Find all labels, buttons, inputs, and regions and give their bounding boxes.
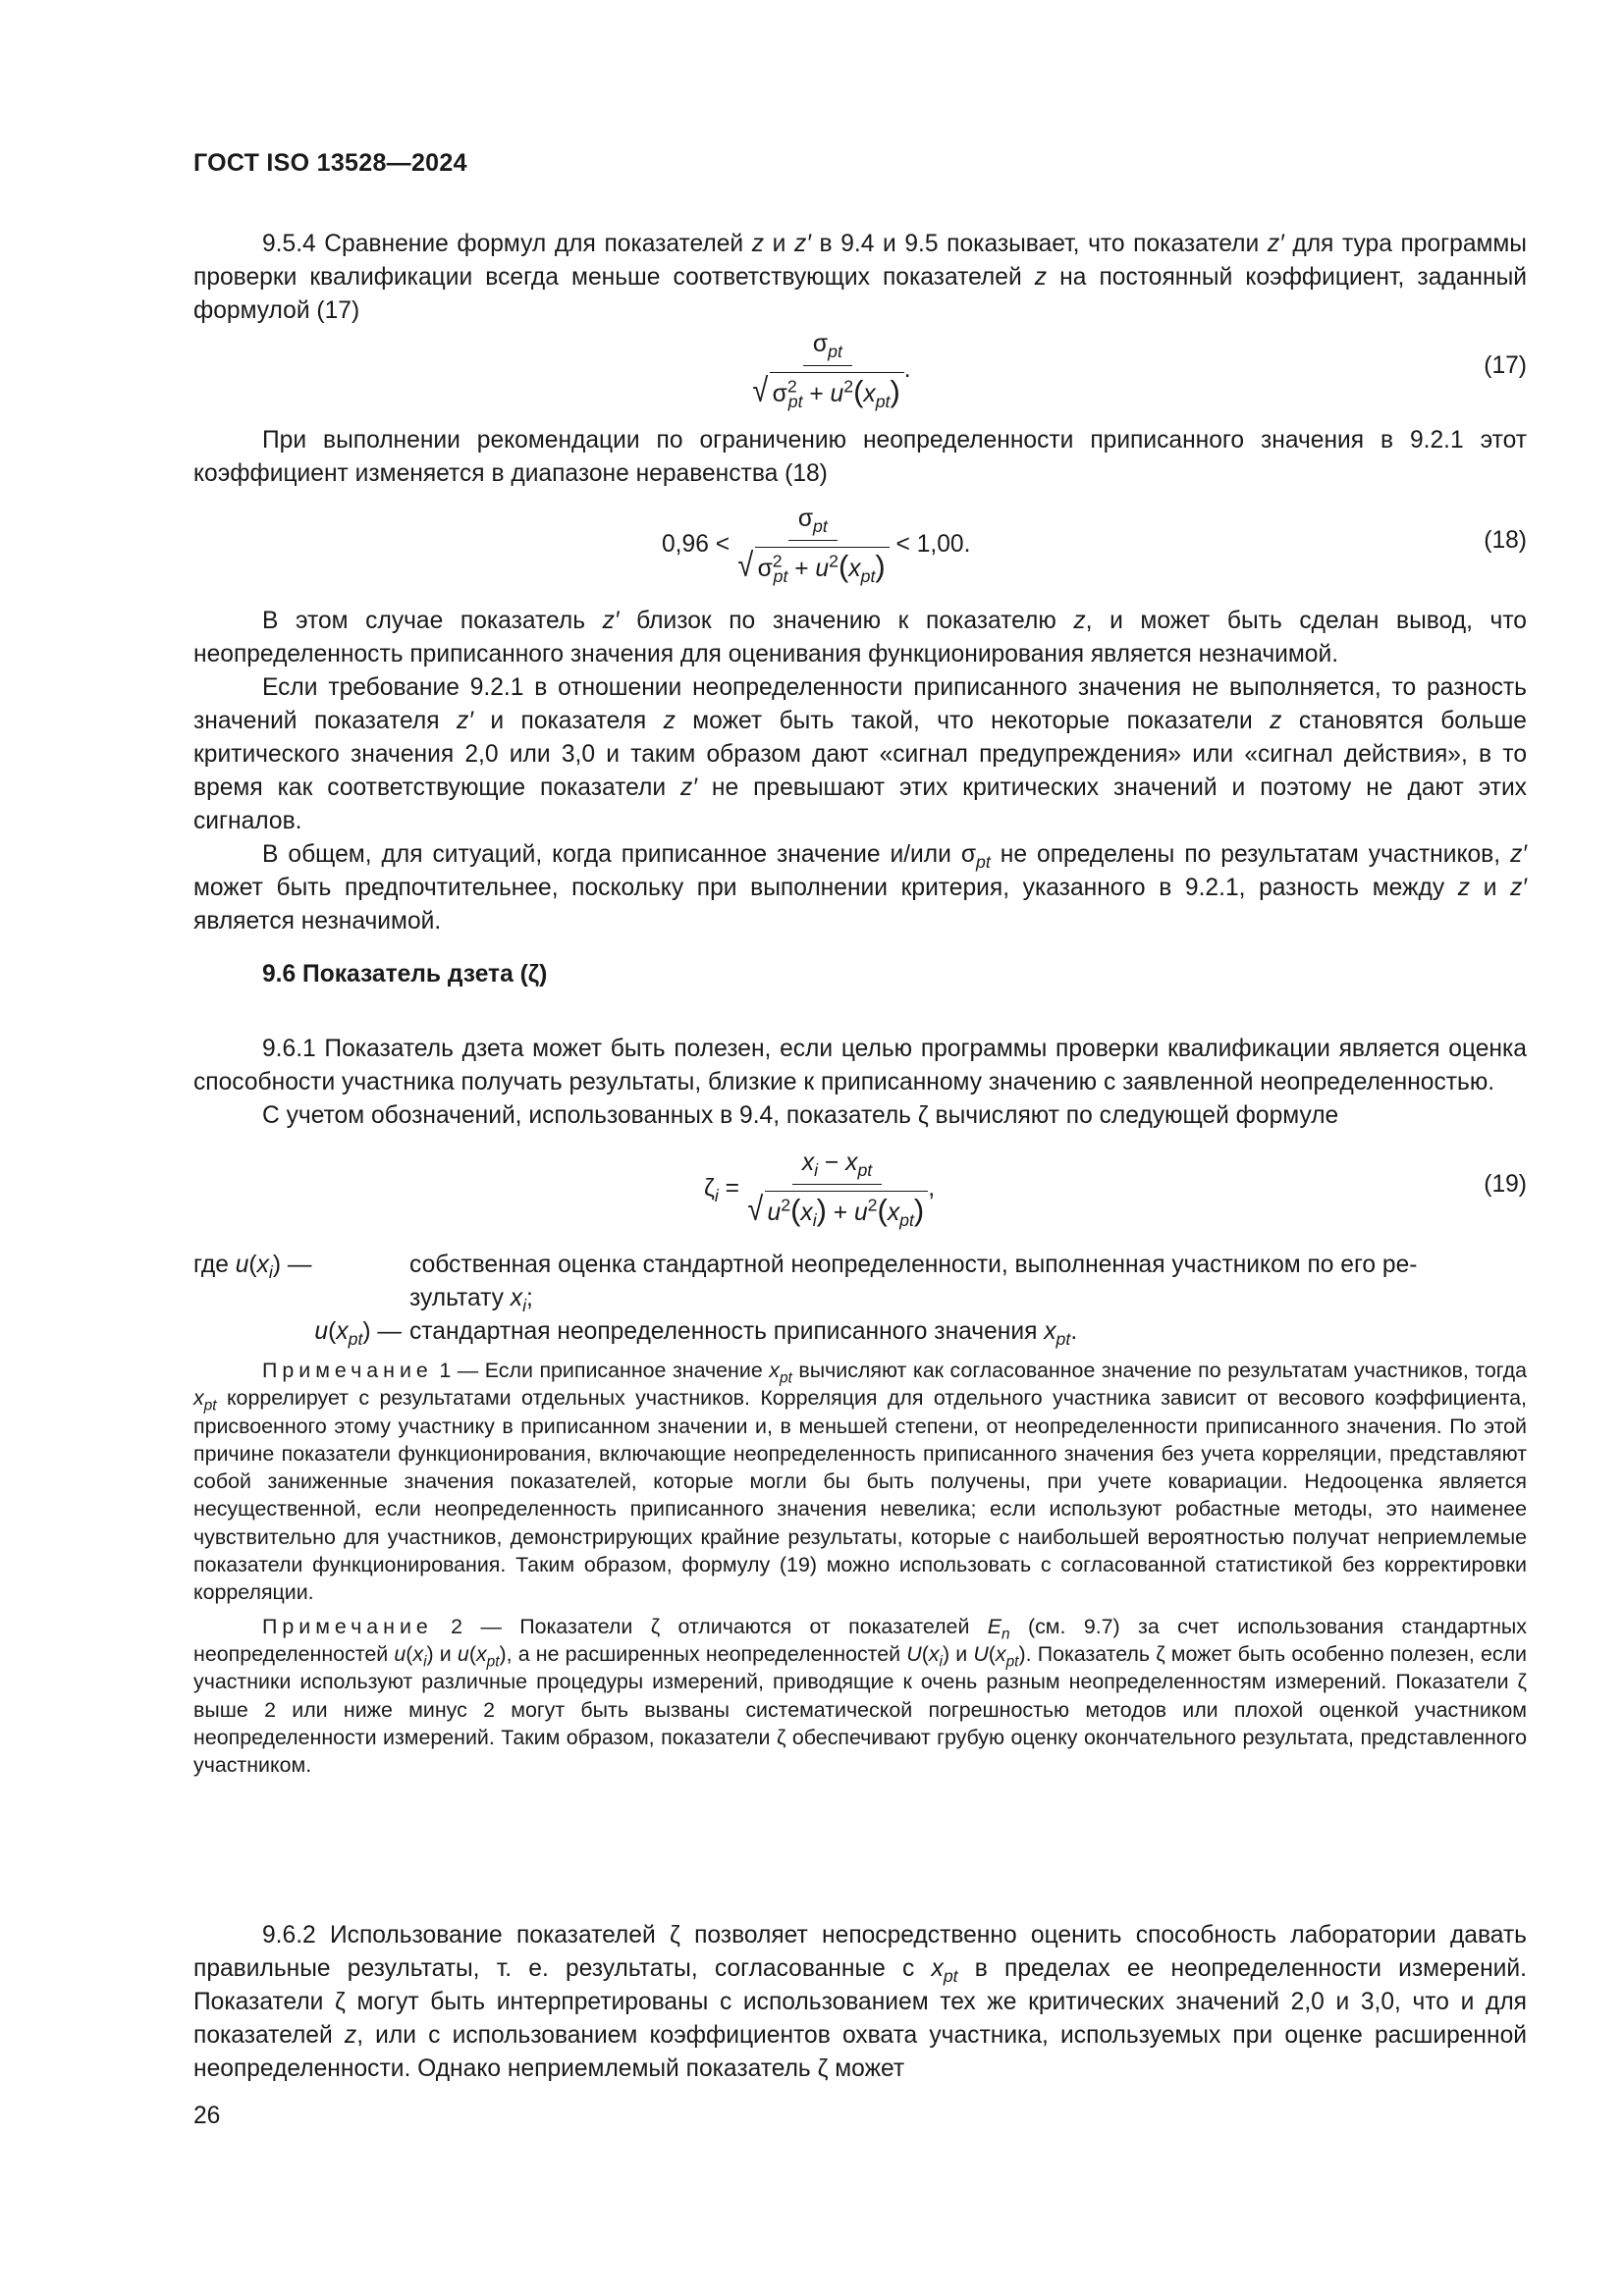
section-9-6-2-body bbox=[193, 1919, 1527, 2086]
paragraph-range: При выполнении рекомендации по ограничению неопределенности приписанного значения в 9.2.1 этот коэффициент изменяется в диапазоне неравенства (18) bbox=[193, 427, 1527, 487]
eq19-lhs: $\zeta_i$ = bbox=[704, 1174, 739, 1205]
page-number: 26 bbox=[193, 2103, 221, 2129]
paragraph-insignificant: В этом случае показатель z′ близок по значению к показателю z, и может быть сделан вывод, что неопределенность приписанного значения для оценивания функционирования является незначимой. bbox=[193, 608, 1527, 667]
paragraph-general: В общем, для ситуаций, когда приписанное значение и/или $\sigma_{pt}$ не определены по результатам участников, z′ может быть предпочтительнее, поскольку при выполнении критерия, указанного в 9.2.1, разность между z и z′ является незначимой. bbox=[193, 841, 1527, 934]
note-1: Примечание 1 — Если приписанное значение $x_{pt}$ вычисляют как согласованное значение по результатам участников, тогда $x_{pt}$ коррелирует с результатами отдельных участников. Корреляция для отдельного участника зависит от весового коэффициента, присвоенного этому участнику в приписанном значении и, в меньшей степени, от неопределенности приписанного значения. По этой причине показатели функционирования, включающие неопределенность приписанного значения без учета корреляции, представляют собой заниженные значения показателей, которые могли бы быть получены, при учете ковариации. Недооценка является несущественной, если неопределенность приписанного значения невелика; если используют робастные методы, это наименее чувствительно для участников, демонстрирующих крайние результаты, которые с наибольшей вероятностью получат неприемлемые показатели функционирования. Таким образом, формулу (19) можно использовать с согласованной статистикой без корректировки корреляции. bbox=[193, 1359, 1527, 1605]
eq18-right-bound: < 1,00. bbox=[895, 530, 971, 558]
eq17-fraction: $\sigma_{pt}$ √ $\sigma^2_{pt} + u^2(x_{pt})$ bbox=[751, 328, 904, 411]
notes bbox=[193, 1357, 1527, 1779]
equation-19: $\zeta_i$ = $x_i - x_{pt}$ √ $u^2(x_i) + u^2(x_{pt})$ , (19) bbox=[193, 1147, 1527, 1245]
section-9-6-body bbox=[193, 1033, 1527, 1779]
definition-u-xpt: $u(x_{pt})$ — стандартная неопределенность приписанного значения $x_{pt}$. bbox=[314, 1318, 1078, 1350]
equation-18-number: (18) bbox=[1484, 527, 1527, 554]
equation-17-number: (17) bbox=[1484, 352, 1527, 379]
eq18-fraction: $\sigma_{pt}$ √ $\sigma^2_{pt} + u^2(x_{pt})$ bbox=[736, 503, 890, 586]
paragraph-formula-intro: С учетом обозначений, использованных в 9.4, показатель ζ вычисляют по следующей формуле bbox=[262, 1102, 1339, 1129]
document-header: ГОСТ ISO 13528—2024 bbox=[193, 149, 467, 177]
eq19-fraction: $x_i - x_{pt}$ √ $u^2(x_i) + u^2(x_{pt})$ bbox=[746, 1147, 928, 1230]
paragraph-9-6-1: 9.6.1 Показатель дзета может быть полезен, если целью программы проверки квалификации является оценка способности участника получать результаты, близкие к приписанному значению с заявленной неопределенностью. bbox=[193, 1036, 1527, 1095]
paragraph-9-5-4: 9.5.4 Сравнение формул для показателей z и z′ в 9.4 и 9.5 показывает, что показатели z′ для тура программы проверки квалификации всегда меньше соответствующих показателей z на постоянный коэффициент, заданный формулой (17) bbox=[193, 231, 1527, 324]
definition-u-xi: где $u(x_i)$ — собственная оценка стандартной неопределенности, выполненная участником по его ре- зультату $x_i$; bbox=[193, 1252, 1418, 1316]
symbol-definitions bbox=[193, 1249, 1527, 1349]
equation-19-number: (19) bbox=[1484, 1171, 1527, 1198]
equation-17: $\sigma_{pt}$ √ $\sigma^2_{pt} + u^2(x_{pt})$ . (17) bbox=[193, 328, 1527, 420]
section-9-5-body bbox=[193, 228, 1527, 991]
note-2: Примечание 2 — Показатели ζ отличаются от показателей $E_n$ (см. 9.7) за счет использования стандартных неопределенностей $u(x_i)$ и $u(x_{pt})$, а не расширенных неопределенностей $U(x_i)$ и $U(x_{pt})$. Показатель ζ может быть особенно полезен, если участники используют различные процедуры измерений, приводящие к очень разным неопределенностям измерений. Показатели ζ выше 2 или ниже минус 2 могут быть вызваны систематической погрешностью методов или плохой оценкой участником неопределенности измерений. Таким образом, показатели ζ обеспечивают грубую оценку окончательного результата, представленного участником. bbox=[193, 1614, 1527, 1778]
paragraph-9-6-2: 9.6.2 Использование показателей ζ позволяет непосредственно оценить способность лаборатории давать правильные результаты, т. е. результаты, согласованные с $x_{pt}$ в пределах ее неопределенности измерений. Показатели ζ могут быть интерпретированы с использованием тех же критических значений 2,0 и 3,0, что и для показателей z, или с использованием коэффициентов охвата участника, используемых при оценке расширенной неопределенности. Однако неприемлемый показатель ζ может bbox=[193, 1922, 1527, 2082]
eq18-left-bound: 0,96 < bbox=[662, 530, 731, 558]
paragraph-requirement: Если требование 9.2.1 в отношении неопределенности приписанного значения не выполняется, то разность значений показателя z′ и показателя z может быть такой, что некоторые показатели z становятся больше критического значения 2,0 или 3,0 и таким образом дают «сигнал предупреждения» или «сигнал действия», в то время как соответствующие показатели z′ не превышают этих критических значений и поэтому не дают этих сигналов. bbox=[193, 674, 1527, 834]
equation-18 bbox=[193, 503, 1527, 605]
section-heading-9-6: 9.6 Показатель дзета (ζ) bbox=[262, 961, 548, 988]
